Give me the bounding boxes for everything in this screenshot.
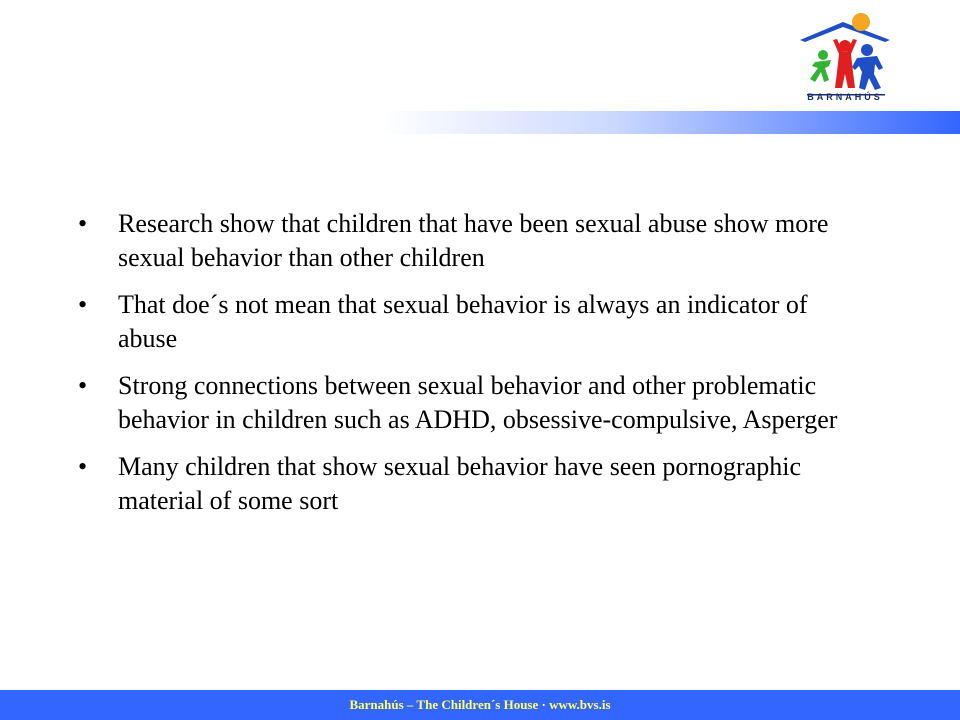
bullet-dot: • bbox=[78, 209, 88, 238]
bullet-text: Many children that show sexual behavior have seen pornographic material of some sort bbox=[118, 452, 802, 515]
header-gradient-bar bbox=[380, 111, 960, 134]
bullet-text: That doe´s not mean that sexual behavior is always an indicator of abuse bbox=[118, 290, 808, 353]
bullet-dot: • bbox=[78, 452, 88, 481]
footer-text: Barnahús – The Children´s House · www.bvs.is bbox=[349, 697, 611, 712]
bullet-item bbox=[78, 288, 838, 356]
bullet-item bbox=[78, 207, 838, 275]
bullet-dot: • bbox=[78, 371, 88, 400]
footer-bar bbox=[0, 690, 960, 720]
bullet-dot: • bbox=[78, 290, 88, 319]
bullet-item bbox=[78, 369, 838, 437]
bullet-item bbox=[78, 450, 838, 518]
logo-wordmark: BARNAHÚS bbox=[807, 92, 883, 102]
bullet-text: Strong connections between sexual behavior and other problematic behavior in children such as ADHD, obsessive-compulsive, Asperger bbox=[118, 371, 838, 434]
bullet-list bbox=[78, 207, 838, 531]
bullet-text: Research show that children that have been sexual abuse show more sexual behavior than other children bbox=[118, 209, 829, 272]
